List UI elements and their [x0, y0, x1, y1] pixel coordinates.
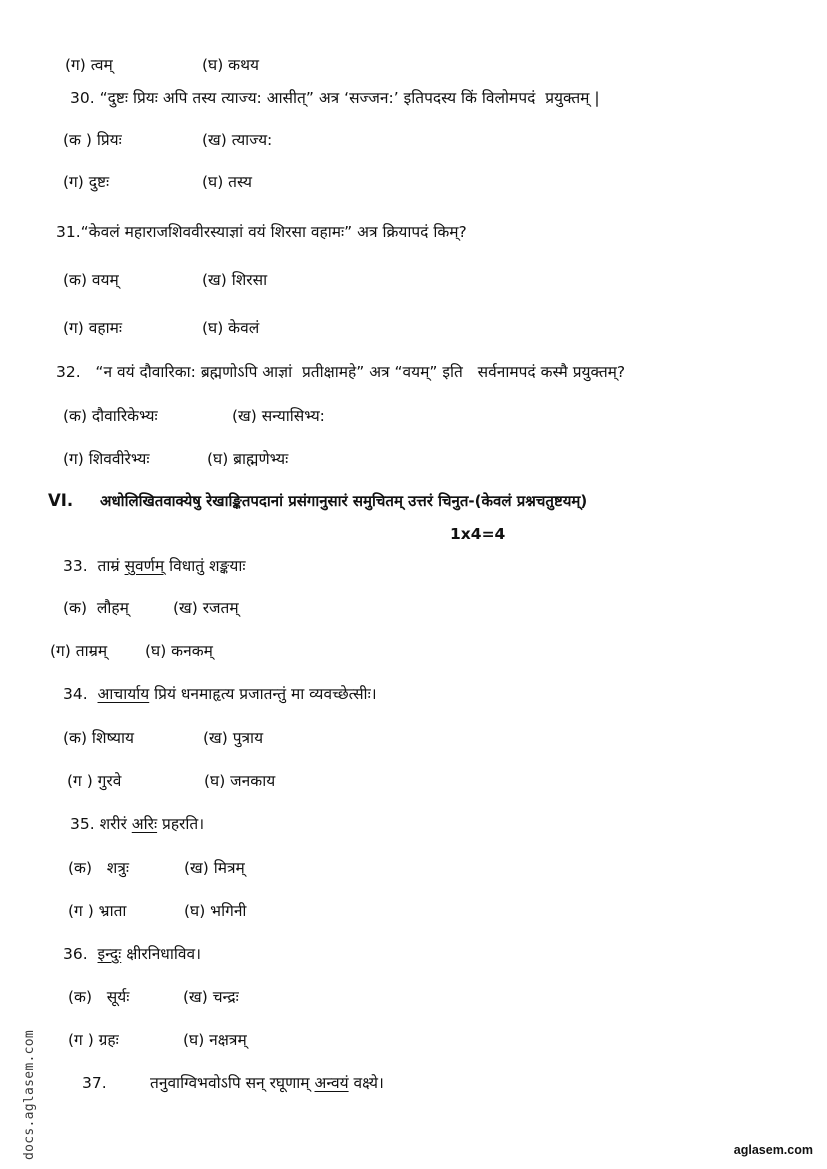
question-32: 32. “न वयं दौवारिका: ब्रह्मणोऽपि आज्ञां प्रतीक्षामहे” अत्र “वयम्” इति सर्वनामपदं कस्मै प्रयुक्तम्?	[56, 363, 626, 381]
option-ka-q30: (क ) प्रियः	[63, 131, 122, 149]
underlined-word: इन्दुः	[97, 945, 122, 963]
option-ga-q34: (ग ) गुरवे	[67, 772, 122, 790]
option-ga-q35: (ग ) भ्राता	[68, 902, 127, 920]
option-kha-q30: (ख) त्याज्य:	[202, 131, 273, 149]
section-heading: अधोलिखितवाक्येषु रेखाङ्कितपदानां प्रसंगानुसारं समुचितम् उत्तरं चिनुत-(केवलं प्रश्नचतुष्टयम्)	[100, 492, 588, 510]
question-31: 31.“केवलं महाराजशिववीरस्याज्ञां वयं शिरसा वहामः” अत्र क्रियापदं किम्?	[56, 223, 467, 241]
question-33: 33. ताम्रं सुवर्णम् विधातुं शङ्कयाः	[63, 557, 246, 575]
option-gha-q31: (घ) केवलं	[202, 319, 260, 337]
question-34: 34. आचार्याय प्रियं धनमाहृत्य प्रजातन्तुं मा व्यवच्छेत्सीः।	[63, 685, 377, 703]
question-37-number: 37.	[82, 1074, 107, 1092]
option-kha-q31: (ख) शिरसा	[202, 271, 268, 289]
underlined-word: आचार्याय	[97, 685, 150, 703]
option-gha-q30: (घ) तस्य	[202, 173, 253, 191]
question-36: 36. इन्दुः क्षीरनिधाविव।	[63, 945, 201, 963]
option-gha-q35: (घ) भगिनी	[184, 902, 247, 920]
watermark: docs.aglasem.com	[22, 1029, 37, 1160]
option-kha-q34: (ख) पुत्राय	[203, 729, 264, 747]
option-kha-q35: (ख) मित्रम्	[184, 859, 245, 877]
option-ga-q32: (ग) शिववीरेभ्यः	[63, 450, 150, 468]
option-kha-q36: (ख) चन्द्रः	[183, 988, 239, 1006]
question-35: 35. शरीरं अरिः प्रहरति।	[70, 815, 205, 833]
footer-link[interactable]: aglasem.com	[733, 1143, 813, 1157]
option-gha-q32: (घ) ब्राह्मणेभ्यः	[207, 450, 289, 468]
option-ka-q34: (क) शिष्याय	[63, 729, 134, 747]
option-ka-q36: (क) सूर्यः	[68, 988, 130, 1006]
underlined-word: अन्वयं	[314, 1074, 349, 1092]
section-number: VI.	[48, 491, 74, 510]
option-kha-q33: (ख) रजतम्	[173, 599, 239, 617]
option-kha-q32: (ख) सन्यासिभ्य:	[232, 407, 325, 425]
option-gha-q29: (घ) कथय	[202, 56, 259, 74]
question-37: तनुवाग्विभवोऽपि सन् रघूणाम् अन्वयं वक्ष्ये।	[150, 1074, 384, 1092]
option-gha-q36: (घ) नक्षत्रम्	[183, 1031, 247, 1049]
option-ga-q36: (ग ) ग्रहः	[68, 1031, 119, 1049]
option-ka-q31: (क) वयम्	[63, 271, 119, 289]
section-marks: 1x4=4	[450, 525, 506, 543]
underlined-word: सुवर्णम्	[124, 557, 165, 575]
underlined-word: अरिः	[131, 815, 158, 833]
option-ga-q31: (ग) वहामः	[63, 319, 123, 337]
option-gha-q33: (घ) कनकम्	[145, 642, 213, 660]
option-gha-q34: (घ) जनकाय	[204, 772, 276, 790]
question-30: 30. “दुष्टः प्रियः अपि तस्य त्याज्य: आसीत्” अत्र ‘सज्जन:’ इतिपदस्य किं विलोमपदं प्रयुक्तम् |	[70, 89, 600, 107]
option-ka-q33: (क) लौहम्	[63, 599, 129, 617]
option-ka-q35: (क) शत्रुः	[68, 859, 130, 877]
option-ga-q29: (ग) त्वम्	[65, 56, 113, 74]
option-ga-q33: (ग) ताम्रम्	[50, 642, 108, 660]
option-ka-q32: (क) दौवारिकेभ्यः	[63, 407, 158, 425]
option-ga-q30: (ग) दुष्टः	[63, 173, 110, 191]
